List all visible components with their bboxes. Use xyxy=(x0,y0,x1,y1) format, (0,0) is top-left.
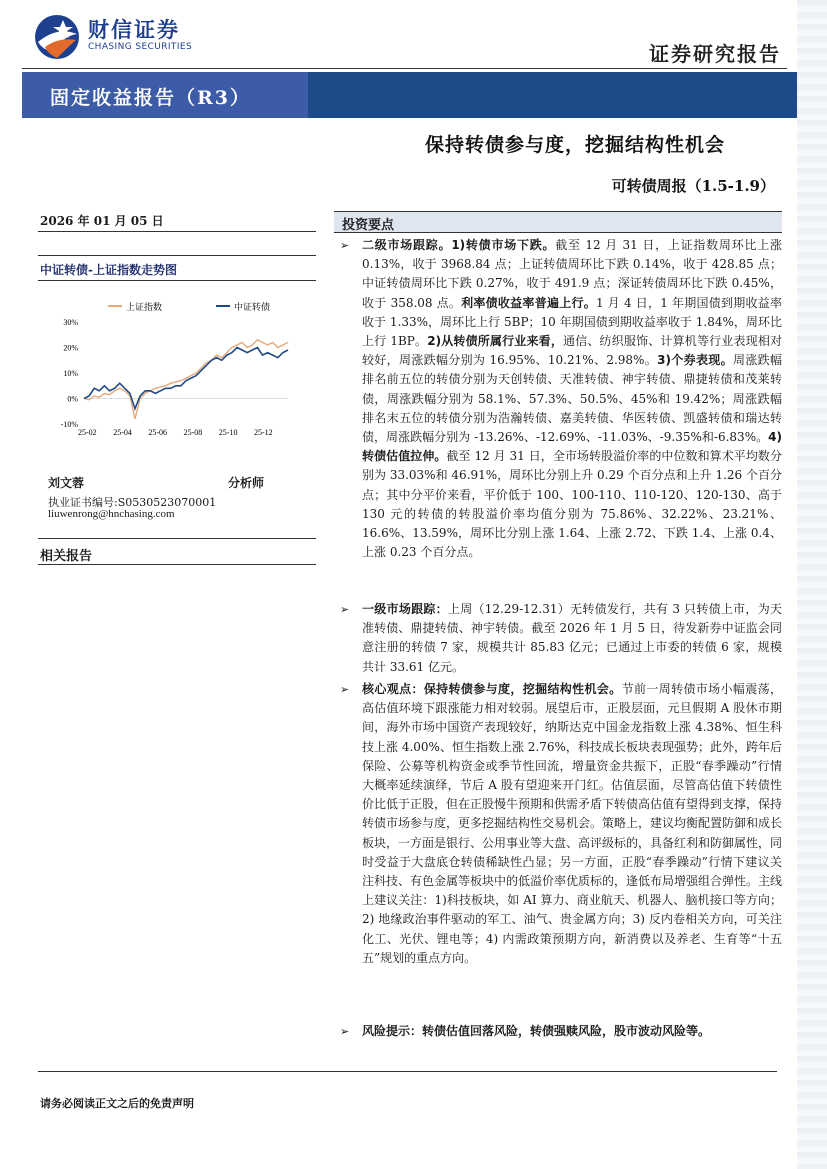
arrow-bullet-icon: ➢ xyxy=(340,683,350,696)
key-points-title: 投资要点 xyxy=(342,218,395,233)
bullet-text: 1 月 4 日，1 年期国债到期收益率收于 1.33%，周环比上行 5BP；10 年期国债到期收益率收于 1.84%，周环比上行 1BP。 xyxy=(362,295,782,349)
legend-label-shanghai-index: 上证指数 xyxy=(126,303,163,313)
chart-axes xyxy=(61,318,288,437)
key-points-list xyxy=(336,236,782,1041)
bullet-primary-market xyxy=(336,600,782,674)
series-line-shanghai-index xyxy=(84,340,288,419)
logo-company-english-name: CHASING SECURITIES xyxy=(88,42,193,52)
bullet-heading: 风险提示：转债估值回落风险，转债强赎风险，股市波动风险等。 xyxy=(362,1024,711,1038)
analyst-role: 分析师 xyxy=(228,476,265,490)
x-tick-label: 25-04 xyxy=(113,428,132,437)
x-tick-label: 25-06 xyxy=(148,428,168,437)
y-tick-label: 10% xyxy=(63,369,78,378)
analyst-email[interactable]: liuwenrong@hnchasing.com xyxy=(48,508,175,520)
bullet-text: 截至 12 月 31 日，全市场转股溢价率的中位数和算术平均数分别为 33.03%和 46.91%，周环比分别上升 0.29 个百分点和上升 1.26 个百分点；其中分平价来看，平价低于 100、100-110、110-120、120-130、高于 130 元的转债的转股溢价率均值分别为 75.86%、32.22%、23.21%、16.6%、13.59%，周环比分别上涨 1.64、上涨 2.72、下跌 1.4、上涨 0.4、上涨 0.23 个百分点。 xyxy=(362,449,782,560)
related-reports-heading: 相关报告 xyxy=(40,549,93,564)
bullet-subheading: 4) 转债估值拉伸。 xyxy=(362,430,782,464)
category-band-extension xyxy=(308,72,797,118)
arrow-bullet-icon: ➢ xyxy=(340,1025,350,1038)
chart-title: 中证转债-上证指数走势图 xyxy=(40,263,177,277)
bullet-heading: 核心观点：保持转债参与度，挖掘结构性机会。 xyxy=(362,682,622,696)
bullet-risk-warning xyxy=(336,1022,782,1041)
arrow-bullet-icon: ➢ xyxy=(340,603,350,616)
related-reports-bottom-divider xyxy=(38,564,316,565)
logo-company-name: 财信证券 xyxy=(88,18,180,42)
chart-title-top-divider xyxy=(38,255,316,256)
chart-title-bottom-divider xyxy=(38,280,316,281)
legend-label-csi-convertible: 中证转债 xyxy=(234,303,271,313)
bullet-core-view xyxy=(336,680,782,1010)
bullet-secondary-market xyxy=(336,236,782,586)
bullet-heading: 二级市场跟踪。1)转债市场下跌。 xyxy=(362,238,556,252)
y-tick-label: 30% xyxy=(63,318,78,327)
y-tick-label: -10% xyxy=(60,420,78,429)
x-tick-label: 25-10 xyxy=(218,428,238,437)
report-type-label: 证券研究报告 xyxy=(649,42,781,66)
y-tick-label: 0% xyxy=(67,394,78,404)
bullet-heading: 一级市场跟踪： xyxy=(362,602,448,616)
analyst-name: 刘文蓉 xyxy=(48,476,85,490)
bullet-subheading: 2)从转债所属行业来看， xyxy=(427,334,564,349)
chart-legend xyxy=(108,301,270,313)
header-divider xyxy=(22,68,787,69)
decorative-right-stripe xyxy=(797,0,827,1169)
disclaimer-note[interactable]: 请务必阅读正文之后的免责声明 xyxy=(40,1097,194,1110)
date-divider xyxy=(38,231,316,232)
bullet-text: 周涨跌幅排名前五位的转债分别为天创转债、天准转债、神宇转债、鼎捷转债和茂莱转债，周涨跌幅分别为 58.1%、57.3%、50.5%、45%和 19.42%；周涨跌幅排名末五位的转债分别为浩瀚转债、嘉美转债、华医转债、凯盛转债和瑞达转债，周涨跌幅分别为 -13.26%、-12.69%、-11.03%、-9.35%和-6.83%。 xyxy=(362,353,782,445)
key-points-header xyxy=(334,211,782,233)
bullet-text: 节前一周转债市场小幅震荡，高估值环境下跟涨能力相对较弱。展望后市，正股层面，元旦假期 A 股休市期间，海外市场中国资产表现较好，纳斯达克中国金龙指数上涨 4.38%、恒生科技上涨 4.00%、恒生指数上涨 2.76%，科技成长板块表现强势；此外，跨年后保险、公募等机构资金或季节性回流，增量资金共振下，正股“春季躁动”行情大概率延续演绎，节后 A 股有望迎来开门红。估值层面，尽管高估值下转债性价比低于正股，但在正股慢牛预期和供需矛盾下转债高估值有望得到支撑，保持转债市场参与度，更多挖掘结构性交易机会。策略上，建议均衡配置防御和成长板块，一方面是银行、公用事业等大盘、高评级标的，具备红利和防御属性，同时受益于大盘底仓转债稀缺性凸显；另一方面，正股“春季躁动”行情下建议关注科技、有色金属等板块中的低溢价率优质标的，逢低布局增强组合弹性。主线上建议关注：1)科技板块，如 AI 算力、商业航天、机器人、脑机接口等方向；2) 地缘政治事件驱动的军工、油气、贵金属方向；3) 反内卷相关方向，可关注化工、光伏、锂电等；4) 内需政策预期方向，新消费以及养老、生育等“十五五”规划的重点方向。 xyxy=(362,682,783,965)
bullet-text: 通信、纺织服饰、计算机等行业表现相对较好，周涨跌幅分别为 16.95%、10.21%、2.98%。 xyxy=(362,334,783,368)
bullet-subheading: 3)个券表现。 xyxy=(657,353,733,368)
report-subtitle: 可转债周报（1.5-1.9） xyxy=(611,177,775,195)
footer-divider xyxy=(38,1071,777,1072)
x-tick-label: 25-08 xyxy=(183,428,203,437)
analyst-certificate: 执业证书编号:S0530523070001 xyxy=(48,496,217,509)
bullet-text: 截至 12 月 31 日，上证指数周环比上涨 0.13%，收于 3968.84 点；上证转债周环比下跌 0.14%，收于 428.85 点；中证转债周环比下跌 0.27%，收于 491.9 点；深证转债周环比下跌 0.45%，收于 358.08 点。 xyxy=(362,238,782,310)
report-date: 2026 年 01 月 05 日 xyxy=(40,214,164,228)
y-tick-label: 20% xyxy=(63,343,78,353)
arrow-bullet-icon: ➢ xyxy=(340,239,350,252)
report-category-label: 固定收益报告（R3） xyxy=(50,87,252,109)
report-title: 保持转债参与度，挖掘结构性机会 xyxy=(424,134,725,156)
related-reports-top-divider xyxy=(38,538,316,539)
trend-chart xyxy=(38,286,316,454)
x-tick-label: 25-12 xyxy=(254,428,273,437)
chart-series xyxy=(84,340,288,419)
x-tick-label: 25-02 xyxy=(78,428,97,437)
bullet-text: 上周（12.29-12.31）无转债发行，共有 3 只转债上市，为天准转债、鼎捷转债、神宇转债。截至 2026 年 1 月 5 日，待发新券中证监会同意注册的转债 7 家，规模共计 85.83 亿元；已通过上市委的转债 6 家，规模共计 33.61 亿元。 xyxy=(362,602,782,674)
bullet-subheading: 利率债收益率普遍上行。 xyxy=(461,295,596,310)
